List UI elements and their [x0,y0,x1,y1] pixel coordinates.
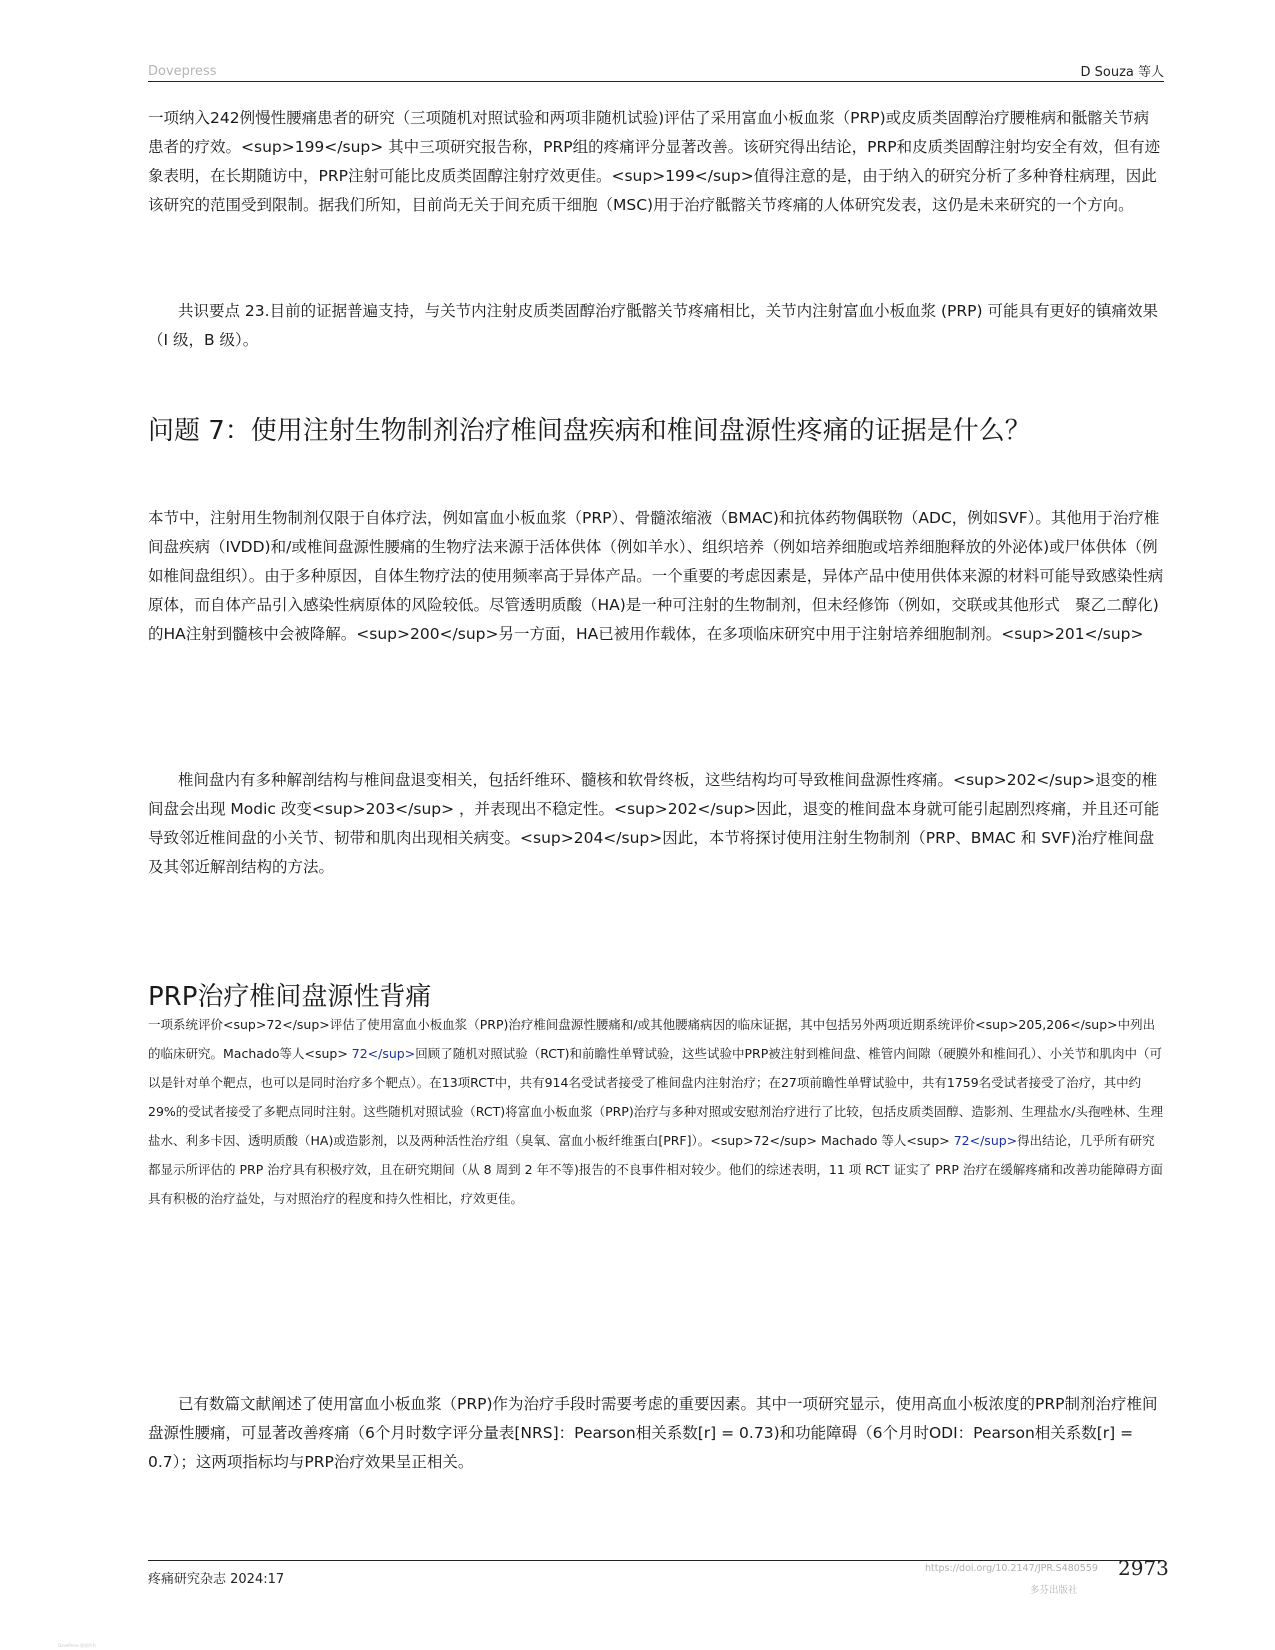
footer-rule [148,1560,1164,1561]
consensus-point-23: 共识要点 23.目前的证据普遍支持，与关节内注射皮质类固醇治疗骶髂关节疼痛相比，关节内注射富血小板血浆 (PRP) 可能具有更好的镇痛效果（I 级，B 级）。 [148,302,1158,349]
margin-note: DovePress 版权所有 [58,1643,97,1648]
footer-journal: 疼痛研究杂志 2024:17 [148,1572,285,1587]
running-authors: D Souza 等人 [1080,65,1164,80]
prp-section-heading: PRP治疗椎间盘源性背痛 [148,982,432,1012]
prp-text-a: 一项系统评价<sup>72</sup>评估了使用富血小板血浆（PRP)治疗椎间盘源性腰痛和/或其他腰痛病因的临床证据，其中包括另外两项近期系统评价<sup>205,206</sup>中列出的临床研究。Machado等人<sup> [148,1017,1156,1061]
paragraph-prp-factors: 已有数篇文献阐述了使用富血小板血浆（PRP)作为治疗手段时需要考虑的重要因素。其中一项研究显示，使用高血小板浓度的PRP制剂治疗椎间盘源性腰痛，可显著改善疼痛（6个月时数字评分量表[NRS]：Pearson相关系数[r] = 0.73)和功能障碍（6个月时ODI：Pearson相关系数[r] = 0.7）；这两项指标均与PRP治疗效果呈正相关。 [148,1395,1158,1471]
prp-text-c: 回顾了随机对照试验（RCT)和前瞻性单臂试验，这些试验中PRP被注射到椎间盘、椎管内间隙（硬膜外和椎间孔）、小关节和肌肉中（可以是针对单个靶点，也可以是同时治疗多个靶点）。在13项RCT中，共有914名受试者接受了椎间盘内注射治疗；在27项前瞻性单臂试验中，共有1759名受试者接受了治疗，其中约29%的受试者接受了多靶点同时注射。这些随机对照试验（RCT)将富血小板血浆（PRP)治疗与多种对照或安慰剂治疗进行了比较，包括皮质类固醇、造影剂、生理盐水/头孢唑林、生理盐水、利多卡因、透明质酸（HA)或造影剂，以及两种活性治疗组（臭氧、富血小板纤维蛋白[PRF]）。<sup>72</sup> Machado 等人<sup> [148,1046,1163,1148]
paragraph-prp-corticosteroid: 一项纳入242例慢性腰痛患者的研究（三项随机对照试验和两项非随机试验)评估了采用富血小板血浆（PRP)或皮质类固醇治疗腰椎病和骶髂关节病患者的疗效。<sup>199</sup> 其中三项研究报告称，PRP组的疼痛评分显著改善。该研究得出结论，PRP和皮质类固醇注射均安全有效，但有迹象表明，在长期随访中，PRP注射可能比皮质类固醇注射疗效更佳。<sup>199</sup>值得注意的是，由于纳入的研究分析了多种脊柱病理，因此该研究的范围受到限制。据我们所知，目前尚无关于间充质干细胞（MSC)用于治疗骶髂关节疼痛的人体研究发表，这仍是未来研究的一个方向。 [148,109,1161,214]
journal-brand: Dovepress [148,64,217,79]
citation-link-72-second[interactable]: 72</sup> [953,1133,1018,1148]
prp-text-e: 得出结论，几乎所有研究都显示所评估的 PRP 治疗具有积极疗效，且在研究期间（从 8 周到 2 年不等)报告的不良事件相对较少。他们的综述表明，11 项 RCT 证实了 PRP 治疗在缓解疼痛和改善功能障碍方面具有积极的治疗益处，与对照治疗的程度和持久性相比，疗效更佳。 [148,1133,1163,1206]
paragraph-disc-anatomy: 椎间盘内有多种解剖结构与椎间盘退变相关，包括纤维环、髓核和软骨终板，这些结构均可导致椎间盘源性疼痛。<sup>202</sup>退变的椎间盘会出现 Modic 改变<sup>203</sup> ，并表现出不稳定性。<sup>202</sup>因此，退变的椎间盘本身就可能引起剧烈疼痛，并且还可能导致邻近椎间盘的小关节、韧带和肌肉出现相关病变。<sup>204</sup>因此，本节将探讨使用注射生物制剂（PRP、BMAC 和 SVF)治疗椎间盘及其邻近解剖结构的方法。 [148,771,1160,876]
paragraph-prp-systematic-review [148,1010,1164,1213]
question-7-heading: 问题 7：使用注射生物制剂治疗椎间盘疾病和椎间盘源性疼痛的证据是什么？ [148,416,1031,446]
footer-publisher: 多芬出版社 [1030,1585,1078,1596]
page-number: 2973 [1118,1556,1169,1580]
paragraph-injectable-biologics: 本节中，注射用生物制剂仅限于自体疗法，例如富血小板血浆（PRP）、骨髓浓缩液（BMAC)和抗体药物偶联物（ADC，例如SVF）。其他用于治疗椎间盘疾病（IVDD)和/或椎间盘源性腰痛的生物疗法来源于活体供体（例如羊水）、组织培养（例如培养细胞或培养细胞释放的外泌体)或尸体供体（例如椎间盘组织）。由于多种原因，自体生物疗法的使用频率高于异体产品。一个重要的考虑因素是，异体产品中使用供体来源的材料可能导致感染性病原体，而自体产品引入感染性病原体的风险较低。尽管透明质酸（HA)是一种可注射的生物制剂，但未经修饰（例如，交联或其他形式 聚乙二醇化)的HA注射到髓核中会被降解。<sup>200</sup>另一方面，HA已被用作载体，在多项临床研究中用于注射培养细胞制剂。<sup>201</sup> [148,509,1164,643]
header-rule [148,81,1164,82]
citation-link-72[interactable]: 72</sup> [351,1046,416,1061]
footer-doi-link[interactable]: https://doi.org/10.2147/JPR.S480559 [925,1563,1098,1574]
